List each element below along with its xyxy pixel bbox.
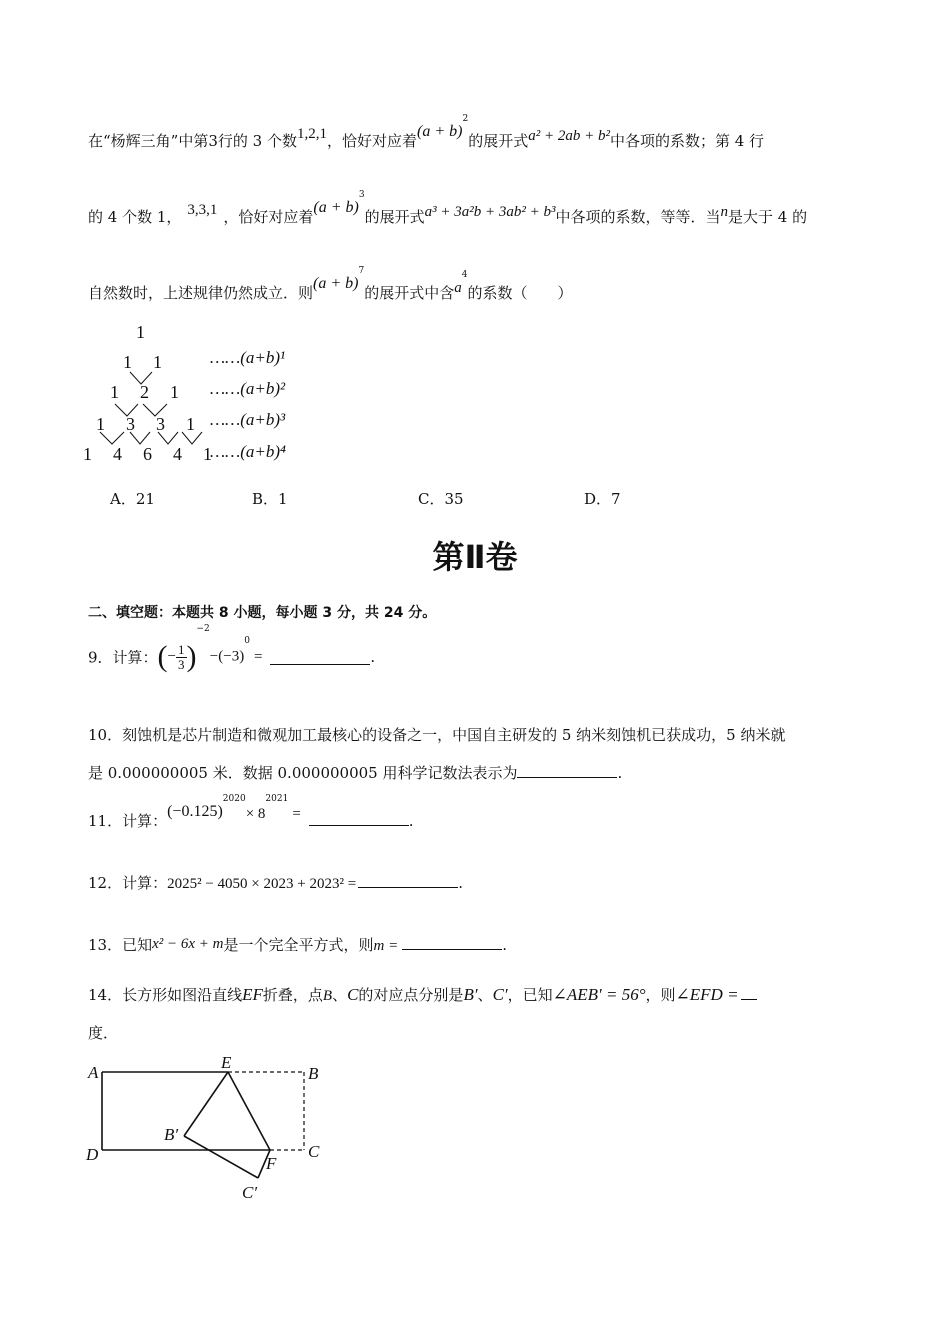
triangle-row-5: 1 4 6 4 1	[83, 444, 212, 464]
intro-text: 是大于 4 的	[728, 208, 808, 226]
question-14-line-2: 度．	[88, 1024, 119, 1042]
question-10-line-1: 10．刻蚀机是芯片制造和微观加工最核心的设备之一，中国自主研发的 5 纳米刻蚀机已获成功，5 纳米就	[88, 726, 786, 744]
q13-end: .	[502, 936, 507, 954]
intro-sup: 3	[358, 190, 365, 200]
q9-numerator: 1	[178, 641, 185, 657]
q9-minus: −	[167, 648, 177, 665]
intro-text: 中各项的系数，等等．当	[555, 208, 721, 226]
q9-paren-open: (	[157, 640, 168, 673]
intro-text: 的 4 个数 1，	[88, 208, 182, 226]
q9-exponent-2: 0	[244, 636, 250, 646]
q13-prefix: 13．已知	[88, 936, 153, 954]
q14-b-prime: B′	[463, 985, 478, 1004]
intro-math: n	[720, 204, 728, 220]
q14-angle-asked: ∠EFD =	[675, 985, 739, 1004]
triangle-label-1: ……(a+b)¹	[210, 348, 286, 367]
q13-text: 是一个完全平方式，则	[223, 936, 374, 954]
edge-eb-prime	[184, 1072, 228, 1136]
q11-answer-blank[interactable]	[309, 811, 409, 826]
intro-text: 的展开式中含	[364, 284, 455, 302]
q10-text: 是 0.000000005 米．数据 0.000000005 用科学记数法表示为	[88, 764, 518, 782]
triangle-label-4: ……(a+b)⁴	[210, 442, 286, 461]
triangle-row-4: 1 3 3 1	[96, 414, 195, 434]
q11-exponent-2: 2021	[265, 794, 289, 804]
label-c: C	[308, 1142, 320, 1161]
intro-math: (a + b)	[417, 123, 463, 140]
question-14-line-1	[88, 984, 757, 1005]
q12-end: .	[458, 874, 463, 892]
intro-line-1	[88, 114, 765, 151]
q14-text: ，则	[645, 986, 676, 1004]
intro-math: a	[454, 280, 462, 296]
q14-separator: 、	[477, 986, 493, 1004]
q13-expression: x² − 6x + m	[152, 936, 224, 952]
intro-text: ，恰好对应着	[223, 208, 314, 226]
intro-math: a² + 2ab + b²	[528, 128, 610, 144]
label-e: E	[221, 1053, 232, 1072]
q14-angle-given: ∠AEB′ = 56°	[552, 985, 646, 1004]
intro-line-3	[88, 266, 573, 303]
edge-b-prime-c-prime	[184, 1136, 258, 1178]
intro-text: 中各项的系数；第 4 行	[609, 132, 765, 150]
label-c-prime: C′	[242, 1183, 258, 1202]
q9-expression: −(−3)	[209, 648, 245, 665]
intro-text: 行的 3 个数	[217, 132, 297, 150]
option-b[interactable]: B．1	[252, 490, 288, 508]
q9-answer-blank[interactable]	[270, 650, 370, 665]
intro-line-2	[88, 190, 808, 227]
q11-equals: =	[292, 806, 301, 822]
q13-answer-blank[interactable]	[402, 935, 502, 950]
q14-c: C	[347, 985, 359, 1004]
intro-text: 在“杨辉三角”中第	[88, 132, 209, 150]
intro-sup: 4	[461, 270, 468, 280]
q14-c-prime: C′	[492, 985, 508, 1004]
triangle-row-2: 1 1	[123, 352, 162, 372]
q14-text: 14．长方形如图沿直线	[88, 986, 243, 1004]
question-11	[88, 794, 414, 831]
q9-paren-close: )	[186, 640, 197, 673]
q10-answer-blank[interactable]	[517, 763, 617, 778]
label-f: F	[266, 1154, 277, 1173]
q9-prefix: 9．计算：	[88, 648, 158, 667]
intro-text: 3	[208, 132, 218, 150]
q14-text: ，已知	[507, 986, 553, 1004]
q12-prefix: 12．计算：	[88, 874, 168, 892]
q14-text: 的对应点分别是	[358, 986, 464, 1004]
q14-text: 折叠，点	[262, 986, 323, 1004]
triangle-row-3: 1 2 1	[110, 382, 179, 402]
question-10-line-2	[88, 762, 622, 783]
q11-prefix: 11．计算：	[88, 812, 168, 830]
yanghui-triangle	[78, 316, 318, 476]
option-a[interactable]: A．21	[110, 490, 155, 508]
intro-sup: 7	[358, 266, 365, 276]
q14-ef: EF	[242, 985, 263, 1004]
q13-variable: m =	[373, 938, 399, 954]
section-heading: 二、填空题：本题共 8 小题，每小题 3 分，共 24 分。	[88, 605, 437, 621]
intro-sup: 2	[462, 114, 469, 124]
q11-multiply: × 8	[245, 806, 266, 822]
q9-fraction	[176, 643, 187, 672]
intro-math: 1,2,1	[296, 126, 327, 142]
label-b: B	[308, 1064, 319, 1083]
edge-ef	[228, 1072, 270, 1150]
q9-equals: =	[253, 648, 263, 665]
q14-separator: 、	[332, 986, 348, 1004]
intro-math: 3,3,1	[187, 202, 218, 218]
q11-exponent-1: 2020	[222, 794, 246, 804]
intro-text: ，恰好对应着	[326, 132, 417, 150]
q12-answer-blank[interactable]	[358, 873, 458, 888]
intro-math: a³ + 3a²b + 3ab² + b³	[424, 204, 556, 220]
label-b-prime: B′	[164, 1125, 179, 1144]
q14-answer-blank[interactable]	[741, 985, 757, 1000]
option-c[interactable]: C．35	[418, 490, 464, 508]
q9-exponent-1: −2	[196, 624, 210, 634]
label-d: D	[86, 1145, 99, 1164]
q10-end: .	[617, 764, 623, 782]
triangle-row-1: 1	[136, 322, 145, 342]
part-title: 第Ⅱ卷	[432, 538, 518, 576]
triangle-label-2: ……(a+b)²	[210, 379, 286, 398]
label-a: A	[88, 1063, 99, 1082]
q11-expression: (−0.125)	[167, 803, 223, 820]
q12-expression: 2025² − 4050 × 2023 + 2023² =	[167, 876, 357, 892]
intro-math: (a + b)	[313, 199, 359, 216]
intro-text: 的展开式	[468, 132, 529, 150]
triangle-label-3: ……(a+b)³	[210, 410, 286, 429]
q14-b: B	[322, 988, 333, 1004]
intro-text: 自然数时，上述规律仍然成立．则	[88, 284, 314, 302]
intro-math: (a + b)	[313, 275, 359, 292]
question-12	[88, 872, 463, 893]
option-d[interactable]: D．7	[584, 490, 621, 508]
intro-text: 的展开式	[364, 208, 425, 226]
q11-end: .	[408, 812, 414, 830]
q9-end: .	[370, 648, 376, 666]
question-9	[88, 624, 376, 674]
folding-figure	[80, 1050, 340, 1210]
question-13	[88, 934, 507, 955]
q9-denominator: 3	[178, 656, 185, 672]
intro-text: 的系数（ ）	[467, 284, 573, 302]
